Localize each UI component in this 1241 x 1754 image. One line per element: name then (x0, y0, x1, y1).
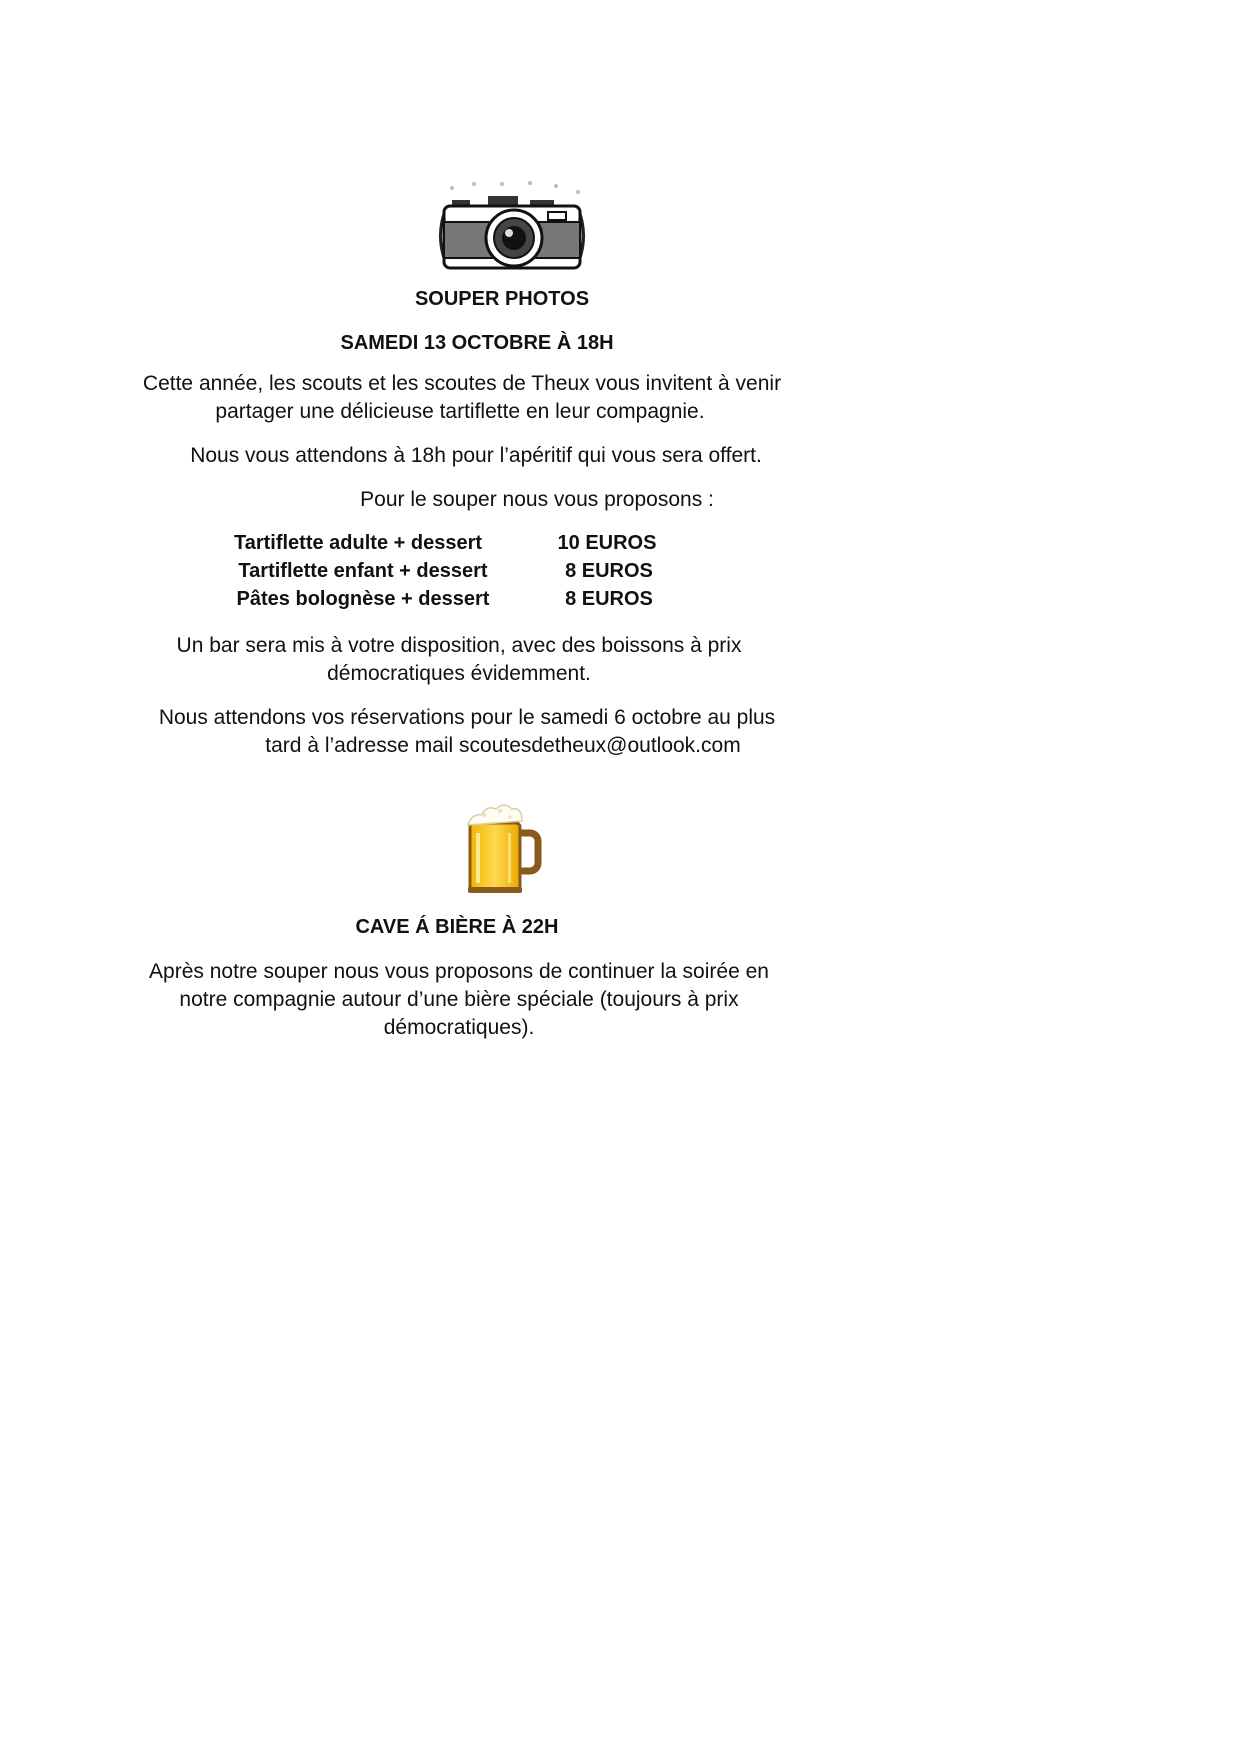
intro-line-2: partager une délicieuse tartiflette en leur compagnie. (215, 400, 705, 423)
beer-line-3: démocratiques). (383, 1016, 535, 1039)
reservation-line-1: Nous attendons vos réservations pour le samedi 6 octobre au plus (158, 706, 776, 729)
intro-line-1: Cette année, les scouts et les scoutes de Theux vous invitent à venir (142, 372, 782, 395)
menu-item-1: Tartiflette adulte + dessert (233, 532, 483, 554)
bar-line-1: Un bar sera mis à votre disposition, avec des boissons à prix (176, 634, 742, 657)
beer-mug-icon (462, 803, 542, 895)
menu-price-2: 8 EUROS (565, 560, 653, 582)
event-date: SAMEDI 13 OCTOBRE À 18H (340, 332, 614, 354)
aperitif-text: Nous vous attendons à 18h pour l’apéritif qui vous sera offert. (190, 444, 762, 467)
beer-cave-title: CAVE Á BIÈRE À 22H (355, 916, 559, 938)
camera-icon (432, 178, 592, 273)
beer-line-1: Après notre souper nous vous proposons de continuer la soirée en (149, 960, 769, 983)
menu-item-2: Tartiflette enfant + dessert (238, 560, 488, 582)
beer-line-2: notre compagnie autour d’une bière spéciale (toujours à prix (179, 988, 739, 1011)
menu-price-1: 10 EUROS (557, 532, 657, 554)
menu-intro: Pour le souper nous vous proposons : (360, 488, 714, 511)
bar-line-2: démocratiques évidemment. (327, 662, 591, 685)
event-title: SOUPER PHOTOS (414, 288, 590, 310)
reservation-line-2: tard à l’adresse mail scoutesdetheux@outlook.com (265, 734, 741, 757)
menu-price-3: 8 EUROS (565, 588, 653, 610)
menu-item-3: Pâtes bolognèse + dessert (236, 588, 490, 610)
